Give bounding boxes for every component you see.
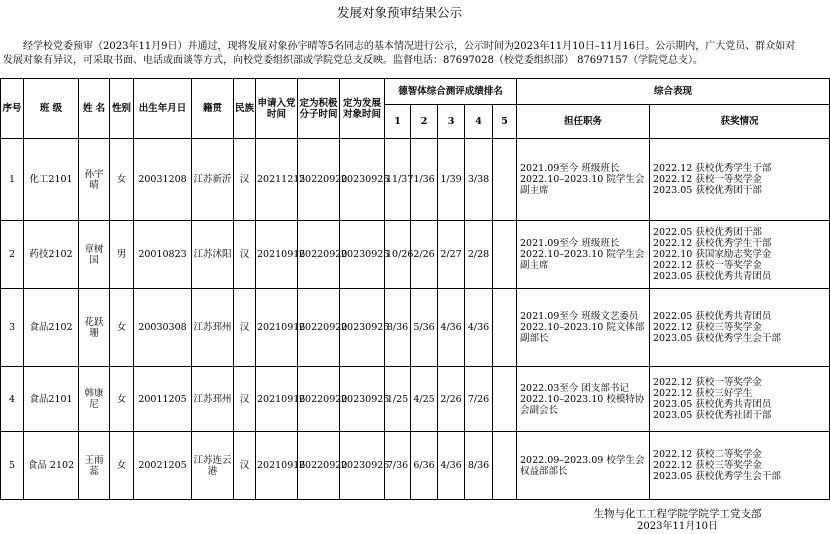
- cell-birth: 20011205: [134, 367, 192, 432]
- cell-birth: 20030308: [134, 289, 192, 367]
- cell-apply-date: 20210916: [256, 367, 298, 432]
- cell-rank-1: 7/36: [385, 432, 411, 500]
- cell-rank-5: [493, 139, 517, 221]
- award-item: 2022.12 获校三等奖学金: [653, 460, 762, 471]
- header-gender: 性别: [110, 79, 134, 139]
- duty-item: 2021.09至今 班级文艺委员: [520, 311, 639, 322]
- award-item: 2022.12 获校一等奖学金: [653, 377, 762, 388]
- award-item: 2022.05 获校优秀团干部: [653, 227, 762, 238]
- header-birth: 出生年月日: [134, 79, 192, 139]
- cell-rank-3: 4/36: [438, 432, 465, 500]
- cell-rank-2: 2/26: [411, 221, 438, 289]
- duty-item: 2022.10–2023.10 校模特协会副会长: [520, 393, 645, 416]
- header-class: 班 级: [24, 79, 79, 139]
- award-item: 2022.10 获国家励志奖学金: [653, 249, 772, 260]
- header-rank-2: 2: [411, 105, 438, 139]
- cell-rank-2: 6/36: [411, 432, 438, 500]
- cell-gender: 女: [110, 432, 134, 500]
- issue-date: 2023年11月10日: [637, 521, 718, 532]
- cell-activist-date: 20220920: [298, 367, 340, 432]
- cell-activist-date: 20220920: [298, 221, 340, 289]
- cell-rank-2: 5/36: [411, 289, 438, 367]
- cell-rank-2: 4/25: [411, 367, 438, 432]
- cell-rank-4: 4/36: [465, 289, 493, 367]
- results-table: [0, 78, 830, 500]
- header-seq: 序号: [1, 79, 24, 139]
- award-item: 2022.12 获校优秀学生干部: [653, 163, 772, 174]
- table-row: [1, 432, 830, 500]
- header-name: 姓 名: [79, 79, 110, 139]
- header-awards: 获奖情况: [650, 105, 830, 139]
- cell-class: 药技2102: [24, 221, 79, 289]
- duty-item: 2021.09至今 班级班长: [520, 238, 620, 249]
- header-performance-group: 综合表现: [517, 79, 830, 105]
- cell-awards: [650, 289, 830, 367]
- announcement-text: 经学校党委预审（2023年11月9日）并通过，现将发展对象孙宇晴等5名同志的基本情况进行公示，公示时间为2023年11月10日–11月16日。公示期内，广大党员、群众如对发展对象有异议，可采取书面、电话或面谈等方式，向校党委组织部或学院党总支反映。监督电话：87697028（校党委组织部） 87697157（学院党总支）。: [3, 41, 796, 66]
- cell-duties: [517, 432, 650, 500]
- cell-candidate-date: 20230925: [340, 289, 385, 367]
- duty-item: 2022.10–2023.10 院学生会副主席: [520, 174, 645, 196]
- award-item: 2023.05 获校优秀学生会干部: [653, 333, 781, 344]
- award-item: 2022.12 获校优秀学生干部: [653, 238, 772, 249]
- cell-origin: 江苏连云港: [192, 432, 234, 500]
- header-rank-5: 5: [493, 105, 517, 139]
- cell-apply-date: 20211215: [256, 139, 298, 221]
- header-apply-date: 申请入党时间: [256, 79, 298, 139]
- cell-class: 食品2102: [24, 289, 79, 367]
- duty-item: 2022.10–2023.10 院文体部副部长: [520, 322, 645, 344]
- cell-name: 王雨蕊: [79, 432, 110, 500]
- cell-apply-date: 20210916: [256, 221, 298, 289]
- award-item: 2022.05 获校优秀共青团员: [653, 311, 772, 322]
- cell-rank-3: 4/36: [438, 289, 465, 367]
- cell-name: 章树国: [79, 221, 110, 289]
- cell-awards: [650, 139, 830, 221]
- cell-apply-date: 20210916: [256, 432, 298, 500]
- cell-candidate-date: 20230925: [340, 221, 385, 289]
- cell-awards: [650, 432, 830, 500]
- cell-class: 食品2101: [24, 367, 79, 432]
- cell-seq: 3: [1, 289, 24, 367]
- cell-name: 韩康尼: [79, 367, 110, 432]
- cell-birth: 20031208: [134, 139, 192, 221]
- cell-ethnicity: 汉: [234, 139, 256, 221]
- cell-origin: 江苏邳州: [192, 367, 234, 432]
- cell-ethnicity: 汉: [234, 221, 256, 289]
- cell-name: 花跃珊: [79, 289, 110, 367]
- cell-rank-1: 11/37: [385, 139, 411, 221]
- award-item: 2022.12 获校一等奖学金: [653, 174, 762, 185]
- page-title: 发展对象预审结果公示: [336, 5, 462, 20]
- header-rank-4: 4: [465, 105, 493, 139]
- cell-seq: 1: [1, 139, 24, 221]
- cell-rank-5: [493, 367, 517, 432]
- cell-birth: 20021205: [134, 432, 192, 500]
- cell-gender: 男: [110, 221, 134, 289]
- cell-rank-3: 2/27: [438, 221, 465, 289]
- duty-item: 2022.09–2023.09 校学生会权益部部长: [520, 454, 645, 477]
- cell-origin: 江苏沭阳: [192, 221, 234, 289]
- cell-rank-1: 1/25: [385, 367, 411, 432]
- table-row: [1, 139, 830, 221]
- cell-candidate-date: 20230925: [340, 139, 385, 221]
- cell-activist-date: 20220920: [298, 289, 340, 367]
- cell-ethnicity: 汉: [234, 367, 256, 432]
- cell-gender: 女: [110, 139, 134, 221]
- cell-duties: [517, 139, 650, 221]
- award-item: 2022.12 获校三等奖学金: [653, 322, 762, 333]
- cell-rank-5: [493, 289, 517, 367]
- table-row: [1, 221, 830, 289]
- duty-item: 2022.10–2023.10 院学生会副主席: [520, 249, 645, 271]
- cell-gender: 女: [110, 289, 134, 367]
- header-activist-date: 定为积极分子时间: [298, 79, 340, 139]
- cell-rank-4: 7/26: [465, 367, 493, 432]
- award-item: 2022.12 获校一等奖学金: [653, 260, 762, 271]
- header-ethnicity: 民族: [234, 79, 256, 139]
- cell-rank-2: 1/36: [411, 139, 438, 221]
- cell-duties: [517, 221, 650, 289]
- table-row: [1, 289, 830, 367]
- cell-duties: [517, 289, 650, 367]
- duty-item: 2021.09至今 班级班长: [520, 163, 620, 174]
- cell-rank-1: 10/26: [385, 221, 411, 289]
- header-origin: 籍贯: [192, 79, 234, 139]
- cell-rank-4: 8/36: [465, 432, 493, 500]
- award-item: 2023.05 获校优秀社团干部: [653, 410, 772, 421]
- award-item: 2022.12 获校三好学生: [653, 388, 753, 399]
- cell-awards: [650, 221, 830, 289]
- cell-awards: [650, 367, 830, 432]
- issuing-organization: 生物与化工工程学院学院学工党支部: [593, 508, 762, 520]
- cell-candidate-date: 20230925: [340, 432, 385, 500]
- header-duties: 担任职务: [517, 105, 650, 139]
- cell-seq: 4: [1, 367, 24, 432]
- award-item: 2022.12 获校二等奖学金: [653, 449, 762, 460]
- duty-item: 2022.03至今 团支部书记: [520, 382, 629, 394]
- header-rank-1: 1: [385, 105, 411, 139]
- cell-class: 化工2101: [24, 139, 79, 221]
- cell-activist-date: 20220920: [298, 139, 340, 221]
- header-candidate-date: 定为发展对象时间: [340, 79, 385, 139]
- cell-rank-4: 3/38: [465, 139, 493, 221]
- cell-duties: [517, 367, 650, 432]
- cell-class: 食品 2102: [24, 432, 79, 500]
- cell-rank-1: 8/36: [385, 289, 411, 367]
- cell-origin: 江苏邳州: [192, 289, 234, 367]
- cell-candidate-date: 20230925: [340, 367, 385, 432]
- header-ranking-group: 德智体综合测评成绩排名: [385, 79, 517, 105]
- cell-gender: 女: [110, 367, 134, 432]
- cell-apply-date: 20210916: [256, 289, 298, 367]
- cell-name: 孙宇晴: [79, 139, 110, 221]
- award-item: 2023.05 获校优秀团干部: [653, 185, 762, 196]
- header-rank-3: 3: [438, 105, 465, 139]
- award-item: 2023.05 获校优秀学生会干部: [653, 471, 781, 482]
- cell-birth: 20010823: [134, 221, 192, 289]
- cell-rank-3: 2/26: [438, 367, 465, 432]
- cell-rank-3: 1/39: [438, 139, 465, 221]
- award-item: 2023.05 获校优秀共青团员: [653, 271, 772, 282]
- cell-ethnicity: 汉: [234, 289, 256, 367]
- cell-seq: 5: [1, 432, 24, 500]
- table-row: [1, 367, 830, 432]
- cell-activist-date: 20220920: [298, 432, 340, 500]
- cell-seq: 2: [1, 221, 24, 289]
- award-item: 2023.05 获校优秀共青团员: [653, 399, 772, 410]
- cell-ethnicity: 汉: [234, 432, 256, 500]
- cell-rank-5: [493, 432, 517, 500]
- cell-origin: 江苏新沂: [192, 139, 234, 221]
- cell-rank-4: 2/28: [465, 221, 493, 289]
- cell-rank-5: [493, 221, 517, 289]
